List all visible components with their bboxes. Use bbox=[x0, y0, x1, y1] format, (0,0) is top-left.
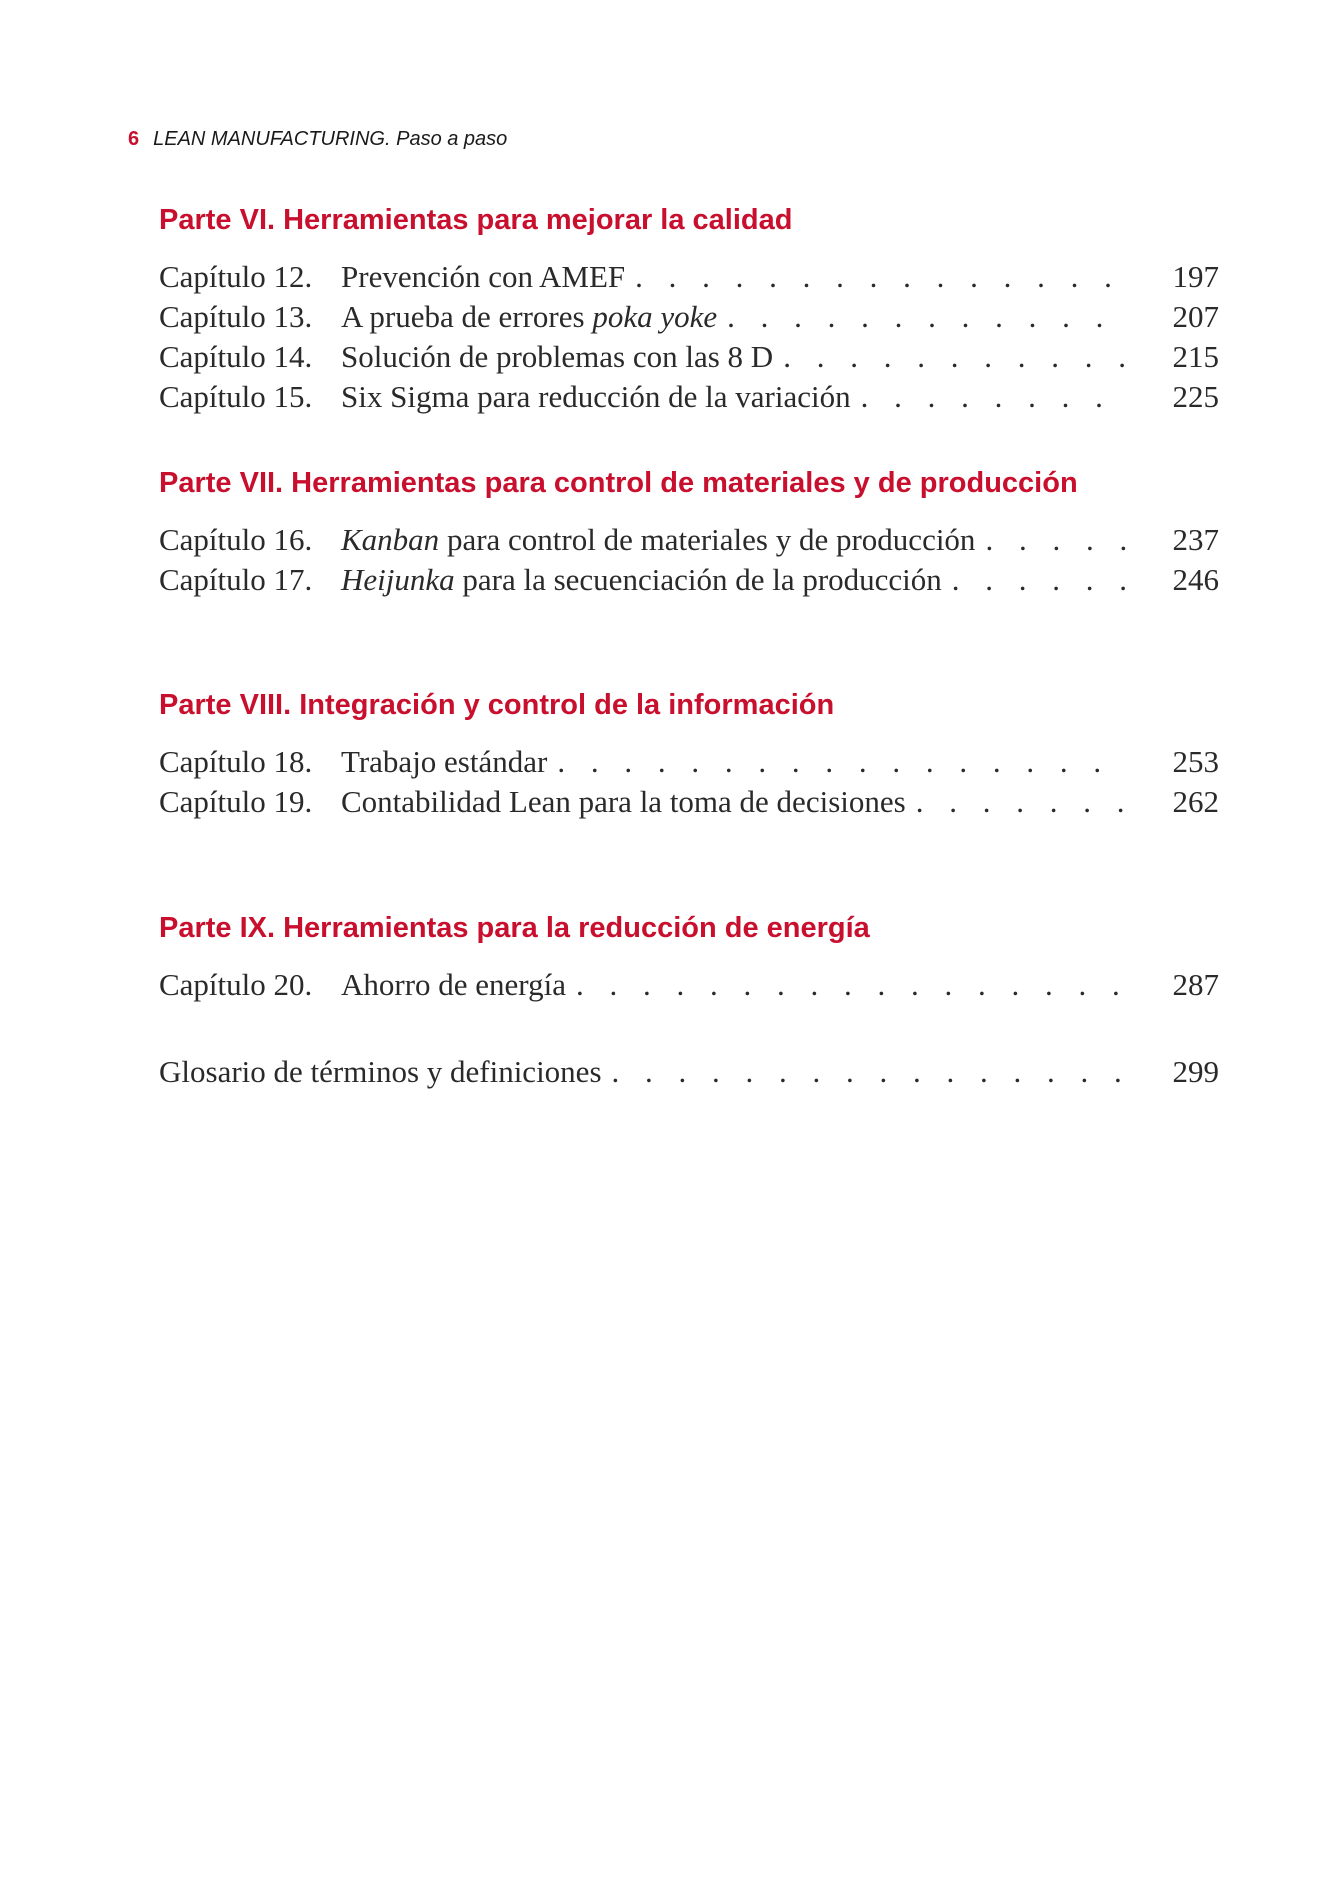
toc-part-vii bbox=[159, 469, 1219, 600]
page-reference: 299 bbox=[1172, 1054, 1219, 1089]
toc-entry bbox=[159, 742, 1219, 782]
chapter-title: Ahorro de energía bbox=[341, 967, 566, 1002]
page-reference: 237 bbox=[1172, 522, 1219, 557]
dot-leader bbox=[727, 297, 1129, 337]
page-reference: 197 bbox=[1172, 259, 1219, 294]
toc-part-vi bbox=[159, 206, 1219, 417]
page-reference: 215 bbox=[1172, 339, 1219, 374]
part-title: Parte VIII. Integración y control de la información bbox=[159, 689, 835, 721]
page-reference: 253 bbox=[1172, 744, 1219, 779]
chapter-number: Capítulo 19. bbox=[159, 784, 313, 819]
chapter-title-emphasis: Kanban bbox=[341, 522, 440, 557]
chapter-number: Capítulo 17. bbox=[159, 562, 313, 597]
page-reference: 207 bbox=[1172, 299, 1219, 334]
dot-leader bbox=[612, 1052, 1129, 1092]
dot-leader bbox=[952, 560, 1129, 600]
toc-part-viii bbox=[159, 691, 1219, 822]
page-reference: 287 bbox=[1172, 967, 1219, 1002]
toc-entry bbox=[159, 297, 1219, 337]
chapter-title: Six Sigma para reducción de la variación bbox=[341, 379, 851, 414]
chapter-number: Capítulo 14. bbox=[159, 339, 313, 374]
dot-leader bbox=[916, 782, 1129, 822]
chapter-number: Capítulo 16. bbox=[159, 522, 313, 557]
toc-entry bbox=[159, 782, 1219, 822]
dot-leader bbox=[557, 742, 1129, 782]
chapter-number: Capítulo 20. bbox=[159, 967, 313, 1002]
dot-leader bbox=[635, 257, 1129, 297]
dot-leader bbox=[783, 337, 1129, 377]
toc-entry bbox=[159, 965, 1219, 1005]
book-title: LEAN MANUFACTURING. Paso a paso bbox=[153, 128, 508, 150]
chapter-title: A prueba de errores bbox=[341, 299, 593, 334]
toc-entry bbox=[159, 520, 1219, 560]
toc-entry-glossary bbox=[159, 1052, 1219, 1092]
toc-part-ix bbox=[159, 914, 1219, 1005]
chapter-title: Prevención con AMEF bbox=[341, 259, 626, 294]
chapter-number: Capítulo 13. bbox=[159, 299, 313, 334]
dot-leader bbox=[861, 377, 1129, 417]
dot-leader bbox=[985, 520, 1129, 560]
chapter-title-emphasis: poka yoke bbox=[592, 299, 718, 334]
toc-entry bbox=[159, 337, 1219, 377]
chapter-title: Solución de problemas con las 8 D bbox=[341, 339, 774, 374]
chapter-title: Trabajo estándar bbox=[341, 744, 548, 779]
chapter-title: para la secuenciación de la producción bbox=[454, 562, 942, 597]
page-reference: 225 bbox=[1172, 379, 1219, 414]
running-header bbox=[128, 128, 507, 151]
chapter-title-emphasis: Heijunka bbox=[341, 562, 455, 597]
toc-entry bbox=[159, 560, 1219, 600]
part-title: Parte VII. Herramientas para control de materiales y de producción bbox=[159, 467, 1078, 499]
chapter-number: Capítulo 12. bbox=[159, 259, 313, 294]
toc-entry bbox=[159, 257, 1219, 297]
chapter-number: Capítulo 18. bbox=[159, 744, 313, 779]
dot-leader bbox=[576, 965, 1129, 1005]
toc-entry bbox=[159, 377, 1219, 417]
part-title: Parte VI. Herramientas para mejorar la calidad bbox=[159, 204, 793, 236]
page-reference: 246 bbox=[1172, 562, 1219, 597]
page-number: 6 bbox=[128, 128, 140, 150]
chapter-number: Capítulo 15. bbox=[159, 379, 313, 414]
toc-glossary bbox=[159, 1052, 1219, 1092]
part-title: Parte IX. Herramientas para la reducción de energía bbox=[159, 912, 870, 944]
chapter-title: para control de materiales y de producción bbox=[439, 522, 976, 557]
glossary-title: Glosario de términos y definiciones bbox=[159, 1054, 602, 1089]
chapter-title: Contabilidad Lean para la toma de decisiones bbox=[341, 784, 906, 819]
page-reference: 262 bbox=[1172, 784, 1219, 819]
